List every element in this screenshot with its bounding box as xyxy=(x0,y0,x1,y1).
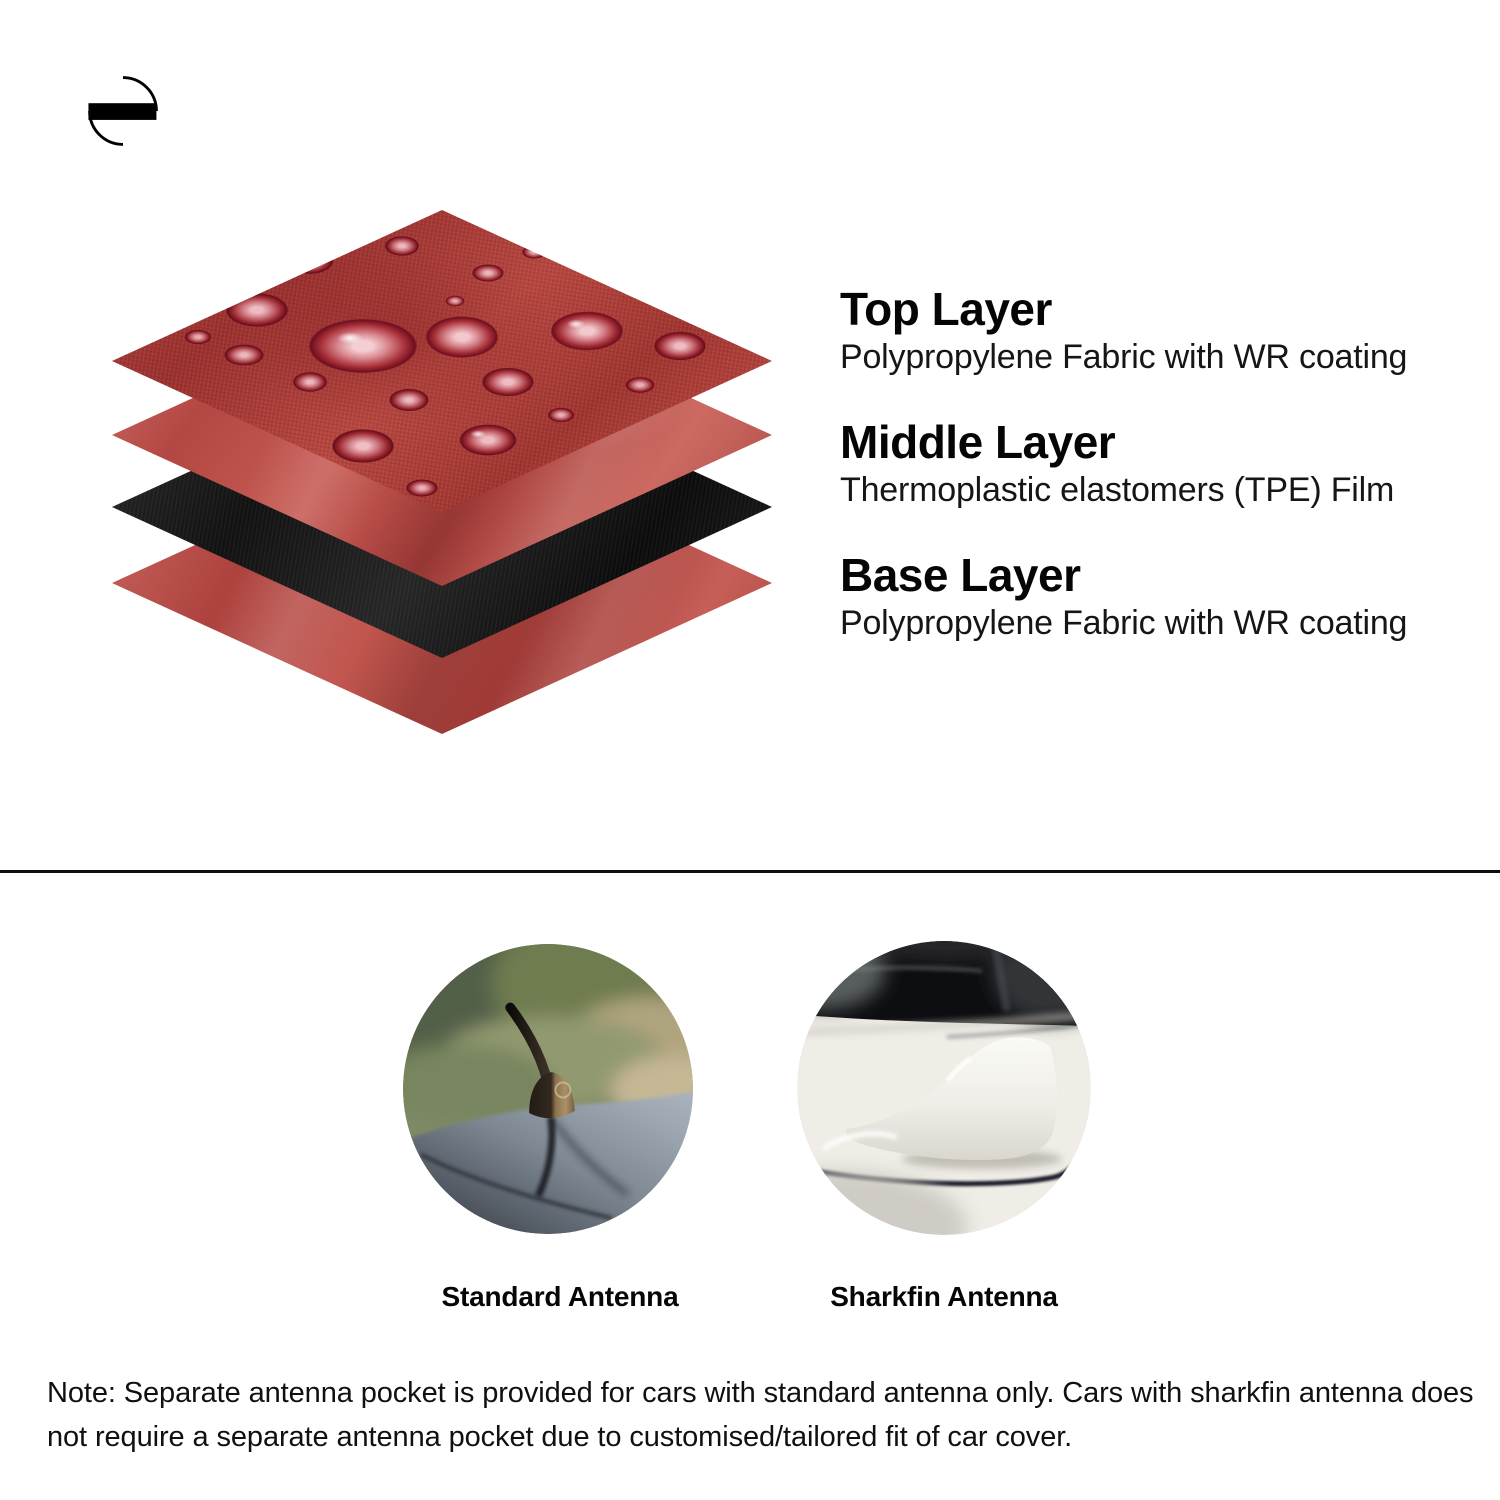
note-text: Note: Separate antenna pocket is provided for cars with standard antenna only. Cars with sharkfin antenna does not require a separate antenna pocket due to customised/tailored fit of car cover. xyxy=(47,1377,1474,1453)
legend-base-layer xyxy=(840,549,1460,644)
legend-description-base-layer: Polypropylene Fabric with WR coating xyxy=(840,604,1408,642)
legend-middle-layer xyxy=(840,416,1460,511)
sharkfin-antenna-photo xyxy=(797,941,1091,1235)
layers-legend xyxy=(840,283,1460,682)
legend-description-top-layer: Polypropylene Fabric with WR coating xyxy=(840,338,1408,376)
brand-logo-icon xyxy=(85,72,161,150)
section-divider xyxy=(0,870,1500,873)
legend-top-layer xyxy=(840,283,1460,378)
legend-title-top-layer: Top Layer xyxy=(840,283,1052,335)
fabric-layers-diagram xyxy=(112,210,772,738)
legend-description-middle-layer: Thermoplastic elastomers (TPE) Film xyxy=(840,471,1395,509)
legend-title-middle-layer: Middle Layer xyxy=(840,416,1116,468)
standard-antenna-photo xyxy=(403,944,693,1234)
legend-title-base-layer: Base Layer xyxy=(840,549,1081,601)
sharkfin-antenna-label: Sharkfin Antenna xyxy=(830,1281,1058,1312)
standard-antenna-label: Standard Antenna xyxy=(441,1281,679,1312)
